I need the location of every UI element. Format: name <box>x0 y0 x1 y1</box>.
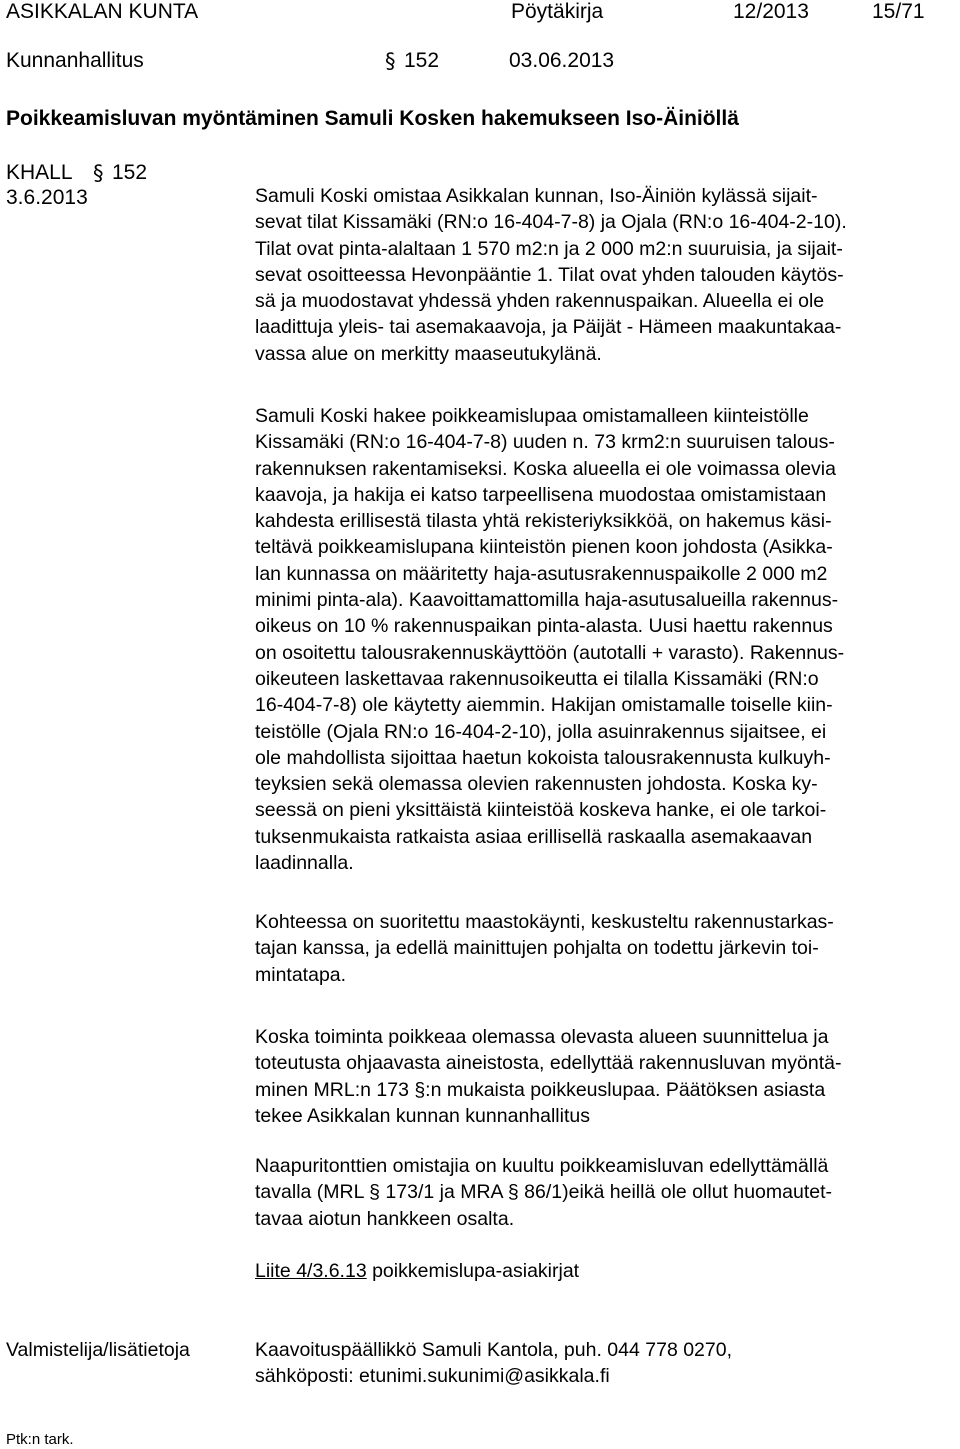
page-title: Poikkeamisluvan myöntäminen Samuli Kosken hakemukseen Iso-Äiniöllä <box>6 107 739 130</box>
text-line: oikeuteen laskettavaa rakennusoikeutta ei tilalla Kissamäki (RN:o <box>255 667 819 690</box>
text-line: rakennuksen rakentamiseksi. Koska alueella ei ole voimassa olevia <box>255 457 836 480</box>
text-line: on osoitettu talousrakennuskäyttöön (autotalli + varasto). Rakennus- <box>255 641 845 664</box>
text-line: Samuli Koski hakee poikkeamislupaa omistamalleen kiinteistölle <box>255 405 809 427</box>
text-line: ole mahdollista sijoittaa haetun kokoista talousrakennusta kulkuyh- <box>255 746 831 769</box>
item-number: 152 <box>112 161 148 184</box>
text-line: seessä on pieni yksittäistä kiinteistöä koskeva hanke, ei ole tarkoi- <box>255 799 827 822</box>
text-line: kaavoja, ja hakija ei katso tarpeellisena muodostaa omistamistaan <box>255 483 827 506</box>
text-line: Naapuritonttien omistajia on kuultu poikkeamisluvan edellyttämällä <box>255 1155 829 1177</box>
paragraph-site-visit <box>255 909 955 988</box>
section-number: 152 <box>404 49 440 72</box>
text-line: vassa alue on merkitty maaseutukylänä. <box>255 342 602 365</box>
text-line: oikeus on 10 % rakennuspaikan pinta-alasta. Uusi haettu rakennus <box>255 615 833 638</box>
text-line: minimi pinta-ala). Kaavoittamattomilla haja-asutusalueilla rakennus- <box>255 589 839 612</box>
text-line: sevat osoitteessa Hevonpääntie 1. Tilat ovat yhden talouden käytös- <box>255 263 844 286</box>
preparer-label: Valmistelija/lisätietoja <box>6 1339 190 1361</box>
text-line: laadinnalla. <box>255 852 354 875</box>
preparer-email: sähköposti: etunimi.sukunimi@asikkala.fi <box>255 1365 610 1387</box>
text-line: Kissamäki (RN:o 16-404-7-8) uuden n. 73 krm2:n suuruisen talous- <box>255 431 835 454</box>
preparer-contact: Kaavoituspäällikkö Samuli Kantola, puh. 044 778 0270, <box>255 1339 732 1361</box>
document-type: Pöytäkirja <box>511 0 604 23</box>
paragraph-neighbours <box>255 1153 955 1232</box>
document-number: 12/2013 <box>733 0 809 23</box>
text-line: Koska toiminta poikkeaa olemassa olevasta alueen suunnittelua ja <box>255 1026 829 1048</box>
text-line: 16-404-7-8) ole käytetty aiemmin. Hakijan omistamalle toiselle kiin- <box>255 694 833 717</box>
text-line: Samuli Koski omistaa Asikkalan kunnan, Iso-Äiniön kylässä sijait- <box>255 185 818 207</box>
item-org: KHALL <box>6 161 73 184</box>
text-line: sevat tilat Kissamäki (RN:o 16-404-7-8) ja Ojala (RN:o 16-404-2-10). <box>255 211 847 234</box>
paragraph-property-description <box>255 183 955 367</box>
page-number: 15/71 <box>872 0 925 23</box>
item-date: 3.6.2013 <box>6 186 88 209</box>
text-line: laadittuja yleis- tai asemakaavoja, ja Päijät - Hämeen maakuntakaa- <box>255 316 842 339</box>
text-line: minen MRL:n 173 §:n mukaista poikkeuslupaa. Päätöksen asiasta <box>255 1078 826 1101</box>
meeting-date: 03.06.2013 <box>509 49 615 72</box>
text-line: teyksien sekä olemassa olevien rakennusten johdosta. Koska ky- <box>255 773 818 796</box>
text-line: mintatapa. <box>255 963 347 986</box>
text-line: tajan kanssa, ja edellä mainittujen pohjalta on todettu järkevin toi- <box>255 937 819 960</box>
text-line: tuksenmukaista ratkaista asiaa erillisellä raskaalla asemakaavan <box>255 825 813 848</box>
attachment-description: poikkemislupa-asiakirjat <box>366 1260 580 1282</box>
item-section-symbol: § <box>93 161 104 185</box>
text-line: tavalla (MRL § 173/1 ja MRA § 86/1)eikä heillä ole ollut huomautet- <box>255 1181 833 1204</box>
text-line: teistölle (Ojala RN:o 16-404-2-10), jolla asuinrakennus sijaitsee, ei <box>255 720 827 743</box>
text-line: kahdesta erillisestä tilasta yhtä rekisteriyksikköä, on hakemus käsi- <box>255 510 832 533</box>
text-line: Tilat ovat pinta-alaltaan 1 570 m2:n ja 2 000 m2:n suuruisia, ja sijait- <box>255 237 843 260</box>
municipality-name: ASIKKALAN KUNTA <box>6 0 199 23</box>
text-line: teltävä poikkeamislupana kiinteistön pienen koon johdosta (Asikka- <box>255 536 833 559</box>
text-line: tekee Asikkalan kunnan kunnanhallitus <box>255 1104 590 1127</box>
text-line: lan kunnassa on määritetty haja-asutusrakennuspaikolle 2 000 m2 <box>255 562 828 585</box>
attachment-line <box>255 1258 579 1284</box>
paragraph-permit-requirement <box>255 1024 955 1129</box>
text-line: toteutusta ohjaavasta aineistosta, edellyttää rakennusluvan myöntä- <box>255 1052 842 1075</box>
text-line: sä ja muodostavat yhdessä yhden rakennuspaikan. Alueella ei ole <box>255 290 825 313</box>
section-symbol: § <box>385 49 396 73</box>
attachment-link[interactable]: Liite 4/3.6.13 <box>255 1260 367 1282</box>
footer-note: Ptk:n tark. <box>6 1431 74 1448</box>
paragraph-application <box>255 403 955 876</box>
text-line: Kohteessa on suoritettu maastokäynti, keskusteltu rakennustarkas- <box>255 911 834 933</box>
body-name: Kunnanhallitus <box>6 49 144 72</box>
text-line: tavaa aiotun hankkeen osalta. <box>255 1207 515 1230</box>
